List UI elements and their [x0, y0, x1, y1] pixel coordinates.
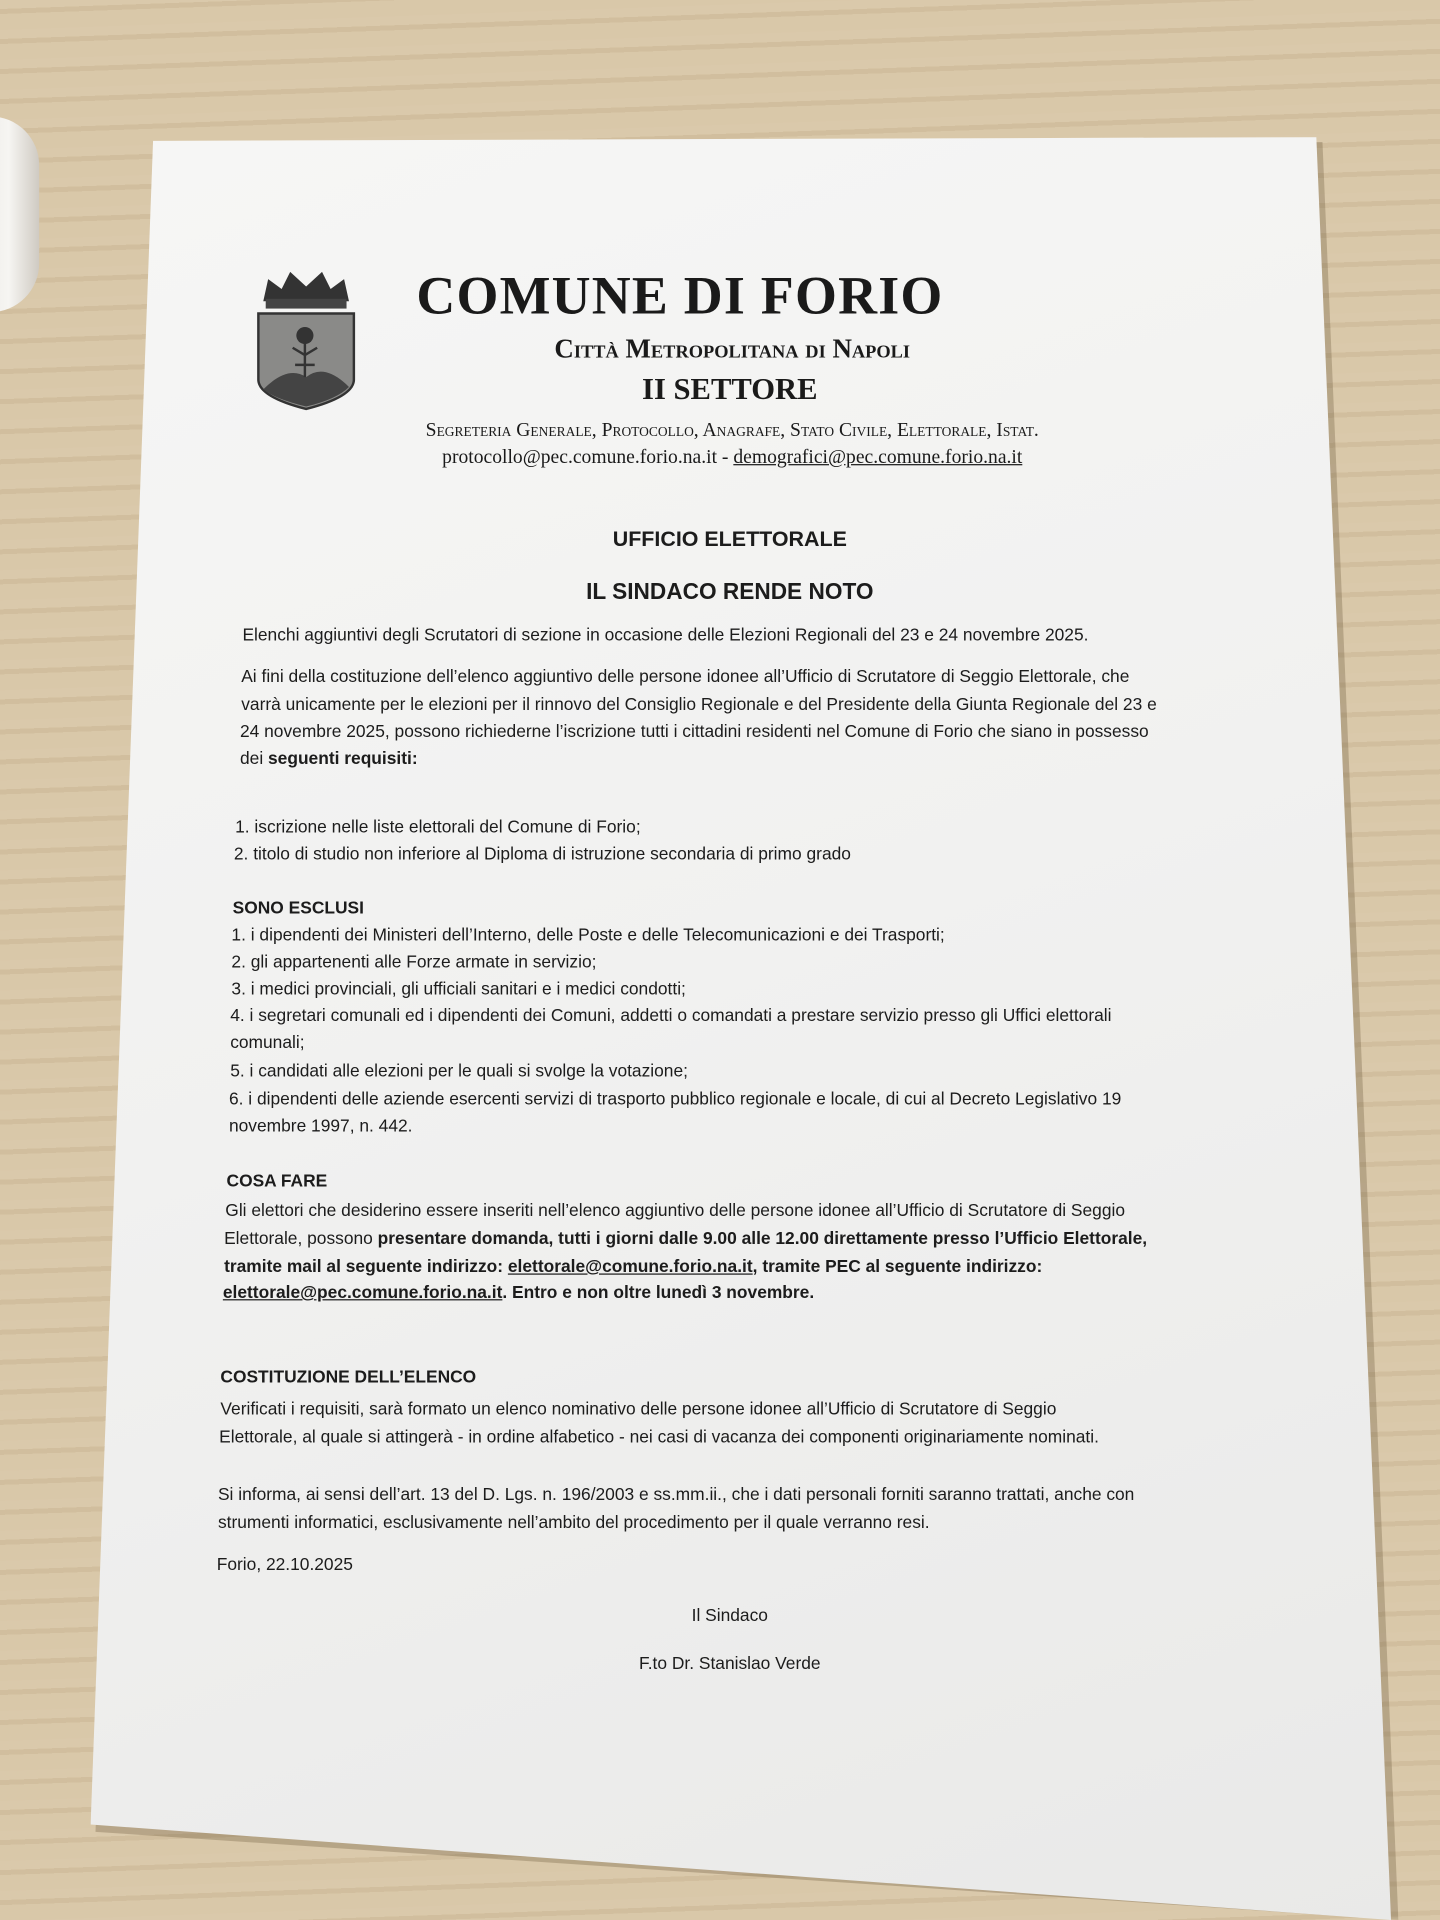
- excluded-item: comunali;: [230, 1033, 305, 1054]
- what-to-do-line: [223, 1283, 814, 1303]
- list-formation-line: Verificati i requisiti, sarà formato un elenco nominativo delle persone idonee all’Ufficio di Scrutatore di Seggio: [220, 1399, 1057, 1420]
- header-emails: [442, 447, 1022, 469]
- excluded-item: 3. i medici provinciali, gli ufficiali sanitari e i medici condotti;: [231, 979, 686, 1000]
- signature-role: Il Sindaco: [691, 1606, 768, 1627]
- excluded-title: SONO ESCLUSI: [232, 898, 364, 919]
- pec-email-demografici[interactable]: demografici@pec.comune.forio.na.it: [733, 446, 1023, 468]
- excluded-item: 6. i dipendenti delle aziende esercenti servizi di trasporto pubblico regionale e locale, di cui al Decreto Legislativo 19: [228, 1089, 1122, 1110]
- header-title: COMUNE DI FORIO: [416, 265, 944, 326]
- paragraph-line: varrà unicamente per le elezioni per il rinnovo del Consiglio Regionale e del Presidente della Giunta Regionale del 23 e: [241, 695, 1157, 716]
- excluded-item: 2. gli appartenenti alle Forze armate in servizio;: [231, 952, 597, 973]
- paragraph-line: 24 novembre 2025, possono richiederne l’iscrizione tutti i cittadini residenti nel Comune di Forio che siano in possesso: [240, 722, 1149, 743]
- what-to-do-bold: presentare domanda, tutti i giorni dalle 9.00 alle 12.00 direttamente presso l’Ufficio Elettorale,: [377, 1229, 1148, 1249]
- coat-of-arms-icon: [251, 267, 361, 411]
- pec-email-link[interactable]: elettorale@pec.comune.forio.na.it: [222, 1283, 503, 1303]
- email-separator: -: [717, 446, 734, 468]
- signature-name: F.to Dr. Stanislao Verde: [639, 1654, 821, 1674]
- what-to-do-line: [224, 1258, 1042, 1278]
- list-formation-title: COSTITUZIONE DELL’ELENCO: [220, 1367, 477, 1388]
- office-title: UFFICIO ELETTORALE: [612, 526, 847, 552]
- pec-email-protocollo[interactable]: protocollo@pec.comune.forio.na.it: [442, 446, 718, 468]
- white-object: [0, 116, 39, 312]
- requirements-label: seguenti requisiti:: [268, 749, 418, 769]
- header-subtitle: Città Metropolitana di Napoli: [554, 333, 911, 364]
- paragraph-text: dei: [240, 749, 269, 769]
- excluded-item: 4. i segretari comunali ed i dipendenti dei Comuni, addetti o comandati a prestare servizio presso gli Uffici elettorali: [230, 1006, 1112, 1027]
- what-to-do-line: Gli elettori che desiderino essere inseriti nell’elenco aggiuntivo delle persone idonee all’Ufficio di Scrutatore di Seggio: [225, 1201, 1126, 1221]
- email-link[interactable]: elettorale@comune.forio.na.it: [507, 1257, 753, 1278]
- requirement-item: 1. iscrizione nelle liste elettorali del Comune di Forio;: [235, 817, 641, 838]
- intro-text: Elenchi aggiuntivi degli Scrutatori di sezione in occasione delle Elezioni Regionali del 23 e 24 novembre 2025.: [242, 625, 1089, 646]
- paragraph-line: Ai fini della costituzione dell’elenco aggiuntivo delle persone idonee all’Ufficio di Scrutatore di Seggio Elettorale, che: [241, 667, 1130, 687]
- notice-heading: IL SINDACO RENDE NOTO: [586, 577, 874, 604]
- what-to-do-title: COSA FARE: [226, 1171, 328, 1192]
- paragraph-line: [240, 749, 418, 769]
- deadline-text: . Entro e non oltre lunedì 3 novembre.: [502, 1283, 815, 1303]
- excluded-item: novembre 1997, n. 442.: [228, 1116, 413, 1137]
- requirement-item: 2. titolo di studio non inferiore al Diploma di istruzione secondaria di primo grado: [233, 844, 851, 865]
- privacy-line: Si informa, ai sensi dell’art. 13 del D. Lgs. n. 196/2003 e ss.mm.ii., che i dati personali forniti saranno trattati, anche con: [217, 1485, 1135, 1505]
- excluded-item: 1. i dipendenti dei Ministeri dell’Interno, delle Poste e delle Telecomunicazioni e dei Trasporti;: [231, 925, 945, 946]
- list-formation-line: Elettorale, al quale si attingerà - in ordine alfabetico - nei casi di vacanza dei componenti originariamente nominati.: [219, 1427, 1099, 1448]
- what-to-do-text: Elettorale, possono: [224, 1229, 378, 1249]
- excluded-item: 5. i candidati alle elezioni per le quali si svolge la votazione;: [230, 1061, 688, 1082]
- place-date: Forio, 22.10.2025: [216, 1555, 353, 1575]
- what-to-do-bold: tramite mail al seguente indirizzo:: [224, 1257, 508, 1278]
- header-sector: II SETTORE: [642, 373, 818, 407]
- header-offices: Segreteria Generale, Protocollo, Anagrafe, Stato Civile, Elettorale, Istat.: [425, 420, 1039, 441]
- what-to-do-bold: , tramite PEC al seguente indirizzo:: [752, 1257, 1043, 1278]
- what-to-do-line: [224, 1229, 1147, 1249]
- privacy-line: strumenti informatici, esclusivamente nell’ambito del procedimento per il quale verranno resi.: [217, 1513, 930, 1534]
